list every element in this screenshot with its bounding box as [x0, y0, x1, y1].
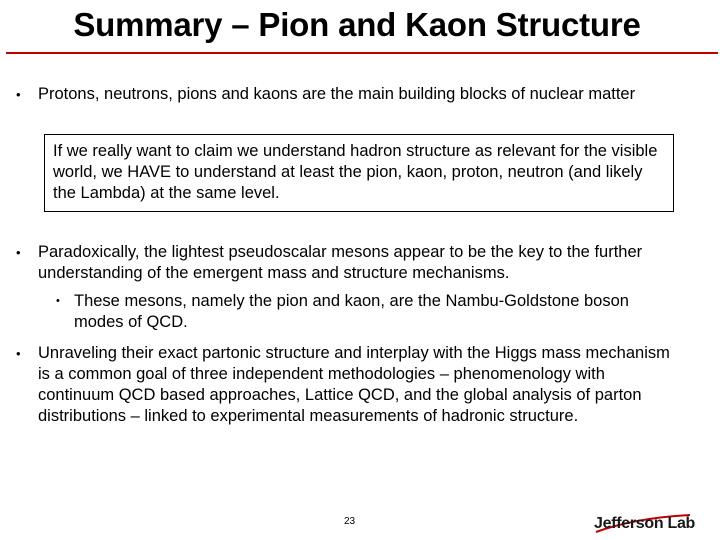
bullet-item-1	[16, 84, 706, 105]
bullet-text: These mesons, namely the pion and kaon, are the Nambu-Goldstone boson modes of QCD.	[74, 292, 629, 331]
highlight-box: If we really want to claim we understand hadron structure as relevant for the visible world, we HAVE to understand at least the pion, kaon, proton, neutron (and likely the Lambda) at the same level.	[44, 134, 674, 212]
bullet-item-3	[16, 343, 676, 427]
jefferson-lab-logo	[594, 512, 720, 536]
sub-bullet-item	[56, 291, 646, 333]
bullet-marker: •	[16, 87, 21, 102]
logo-text: Jefferson Lab	[594, 515, 696, 532]
page-number: 23	[344, 516, 356, 527]
bullet-marker: •	[16, 346, 21, 361]
bullet-text: Unraveling their exact partonic structure and interplay with the Higgs mass mechanism is a common goal of three independent methodologies – phenomenology with continuum QCD based approaches, Lattice QCD, and the global analysis of parton distributions – linked to experimental measurements of hadronic structure.	[38, 344, 670, 425]
bullet-text: Paradoxically, the lightest pseudoscalar mesons appear to be the key to the further understanding of the emergent mass and structure mechanisms.	[38, 243, 643, 282]
title-divider	[6, 52, 718, 54]
bullet-item-2	[16, 242, 656, 284]
slide-title: Summary – Pion and Kaon Structure	[73, 6, 641, 43]
bullet-text: Protons, neutrons, pions and kaons are the main building blocks of nuclear matter	[38, 85, 636, 103]
bullet-marker: •	[56, 295, 60, 307]
bullet-marker: •	[16, 245, 21, 260]
